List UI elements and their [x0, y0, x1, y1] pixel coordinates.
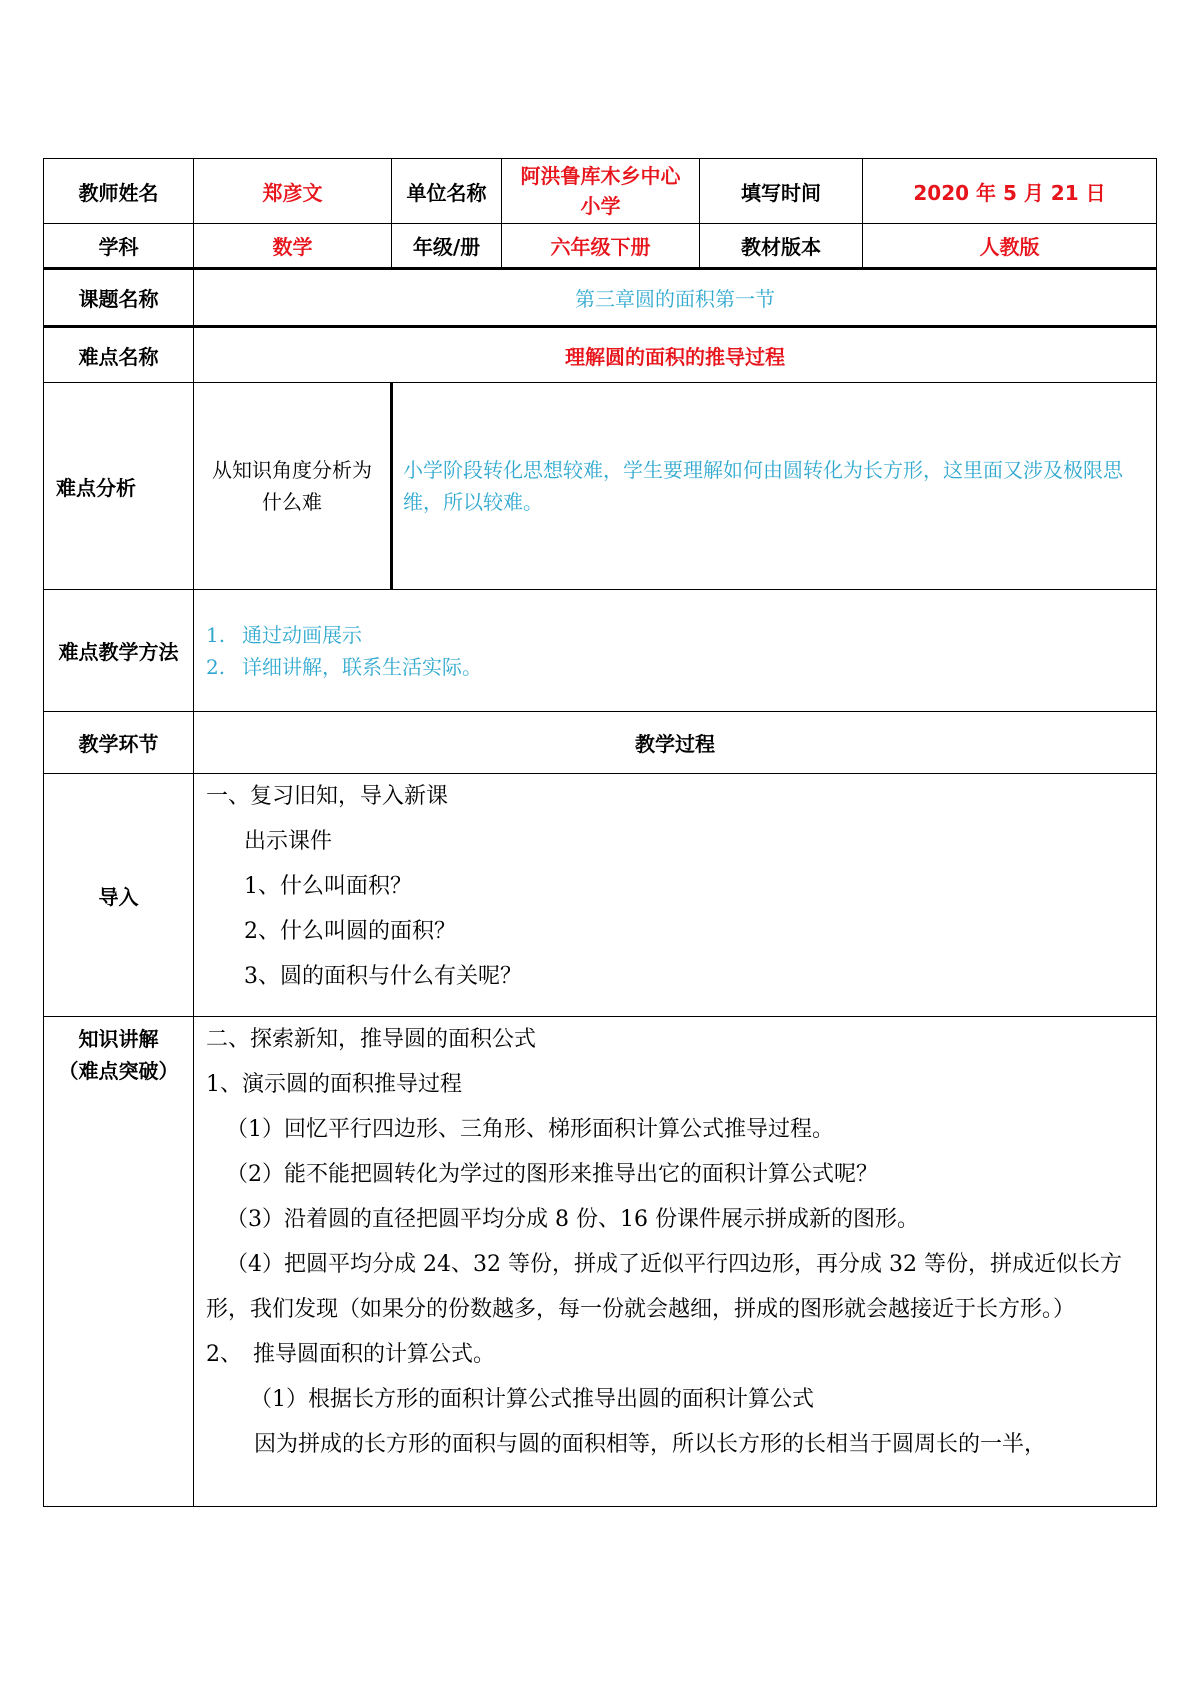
- explain-content: [194, 1017, 1157, 1507]
- method-label: 难点教学方法: [44, 590, 194, 712]
- explain-line: 2、 推导圆面积的计算公式。: [206, 1342, 495, 1367]
- method-item-number: 2.: [206, 654, 226, 679]
- explain-label-line: 知识讲解: [78, 1027, 159, 1051]
- analysis-label: 难点分析: [44, 383, 194, 590]
- edition-label: 教材版本: [700, 224, 863, 269]
- intro-line: 一、复习旧知，导入新课: [206, 784, 449, 809]
- explain-line: （3）沿着圆的直径把圆平均分成 8 份、16 份课件展示拼成新的图形。: [226, 1207, 919, 1232]
- difficulty-value: 理解圆的面积的推导过程: [194, 327, 1157, 383]
- lesson-plan-sheet: [43, 158, 1156, 1507]
- explain-line: （2）能不能把圆转化为学过的图形来推导出它的面积计算公式呢？: [226, 1162, 878, 1187]
- explain-label: [44, 1017, 194, 1507]
- intro-label: 导入: [44, 774, 194, 1017]
- method-item: [206, 619, 1156, 651]
- method-item: [206, 651, 1156, 683]
- process-stage-label: 教学环节: [44, 712, 194, 774]
- unit-name-label: 单位名称: [392, 159, 502, 224]
- topic-value: 第三章圆的面积第一节: [194, 269, 1157, 327]
- teacher-name-label: 教师姓名: [44, 159, 194, 224]
- method-item-text: 通过动画展示: [242, 622, 362, 647]
- difficulty-label: 难点名称: [44, 327, 194, 383]
- unit-name-value: 阿洪鲁库木乡中心小学: [502, 159, 700, 224]
- grade-value: 六年级下册: [502, 224, 700, 269]
- method-item-number: 1.: [206, 622, 226, 647]
- date-value: 2020 年 5 月 21 日: [863, 159, 1157, 224]
- date-label: 填写时间: [700, 159, 863, 224]
- intro-line: 3、圆的面积与什么有关呢？: [244, 964, 522, 989]
- intro-line: 2、什么叫圆的面积？: [244, 919, 456, 944]
- intro-line: 出示课件: [244, 829, 333, 854]
- method-item-text: 详细讲解，联系生活实际。: [242, 654, 482, 679]
- method-list: [194, 590, 1157, 712]
- subject-label: 学科: [44, 224, 194, 269]
- analysis-text: 小学阶段转化思想较难，学生要理解如何由圆转化为长方形，这里面又涉及极限思维，所以较难。: [392, 383, 1157, 590]
- grade-label: 年级/册: [392, 224, 502, 269]
- intro-line: 1、什么叫面积？: [244, 874, 412, 899]
- explain-line: 二、探索新知，推导圆的面积公式: [206, 1027, 537, 1052]
- explain-line: （1）回忆平行四边形、三角形、梯形面积计算公式推导过程。: [226, 1117, 834, 1142]
- subject-value: 数学: [194, 224, 392, 269]
- lesson-plan-table: [43, 158, 1157, 1507]
- teacher-name-value: 郑彦文: [194, 159, 392, 224]
- explain-line: 因为拼成的长方形的面积与圆的面积相等，所以长方形的长相当于圆周长的一半，: [254, 1432, 1047, 1457]
- intro-content: [194, 774, 1157, 1017]
- edition-value: 人教版: [863, 224, 1157, 269]
- process-header: 教学过程: [194, 712, 1157, 774]
- topic-label: 课题名称: [44, 269, 194, 327]
- explain-label-line: （难点突破）: [58, 1059, 179, 1083]
- explain-line: （1）根据长方形的面积计算公式推导出圆的面积计算公式: [250, 1387, 814, 1412]
- explain-line: （4）把圆平均分成 24、32 等份，拼成了近似平行四边形，再分成 32 等份，拼成近似长方形，我们发现（如果分的份数越多，每一份就会越细，拼成的图形就会越接近于长方形。）: [206, 1252, 1122, 1322]
- explain-line: 1、演示圆的面积推导过程: [206, 1072, 462, 1097]
- analysis-sub-label: 从知识角度分析为什么难: [194, 383, 392, 590]
